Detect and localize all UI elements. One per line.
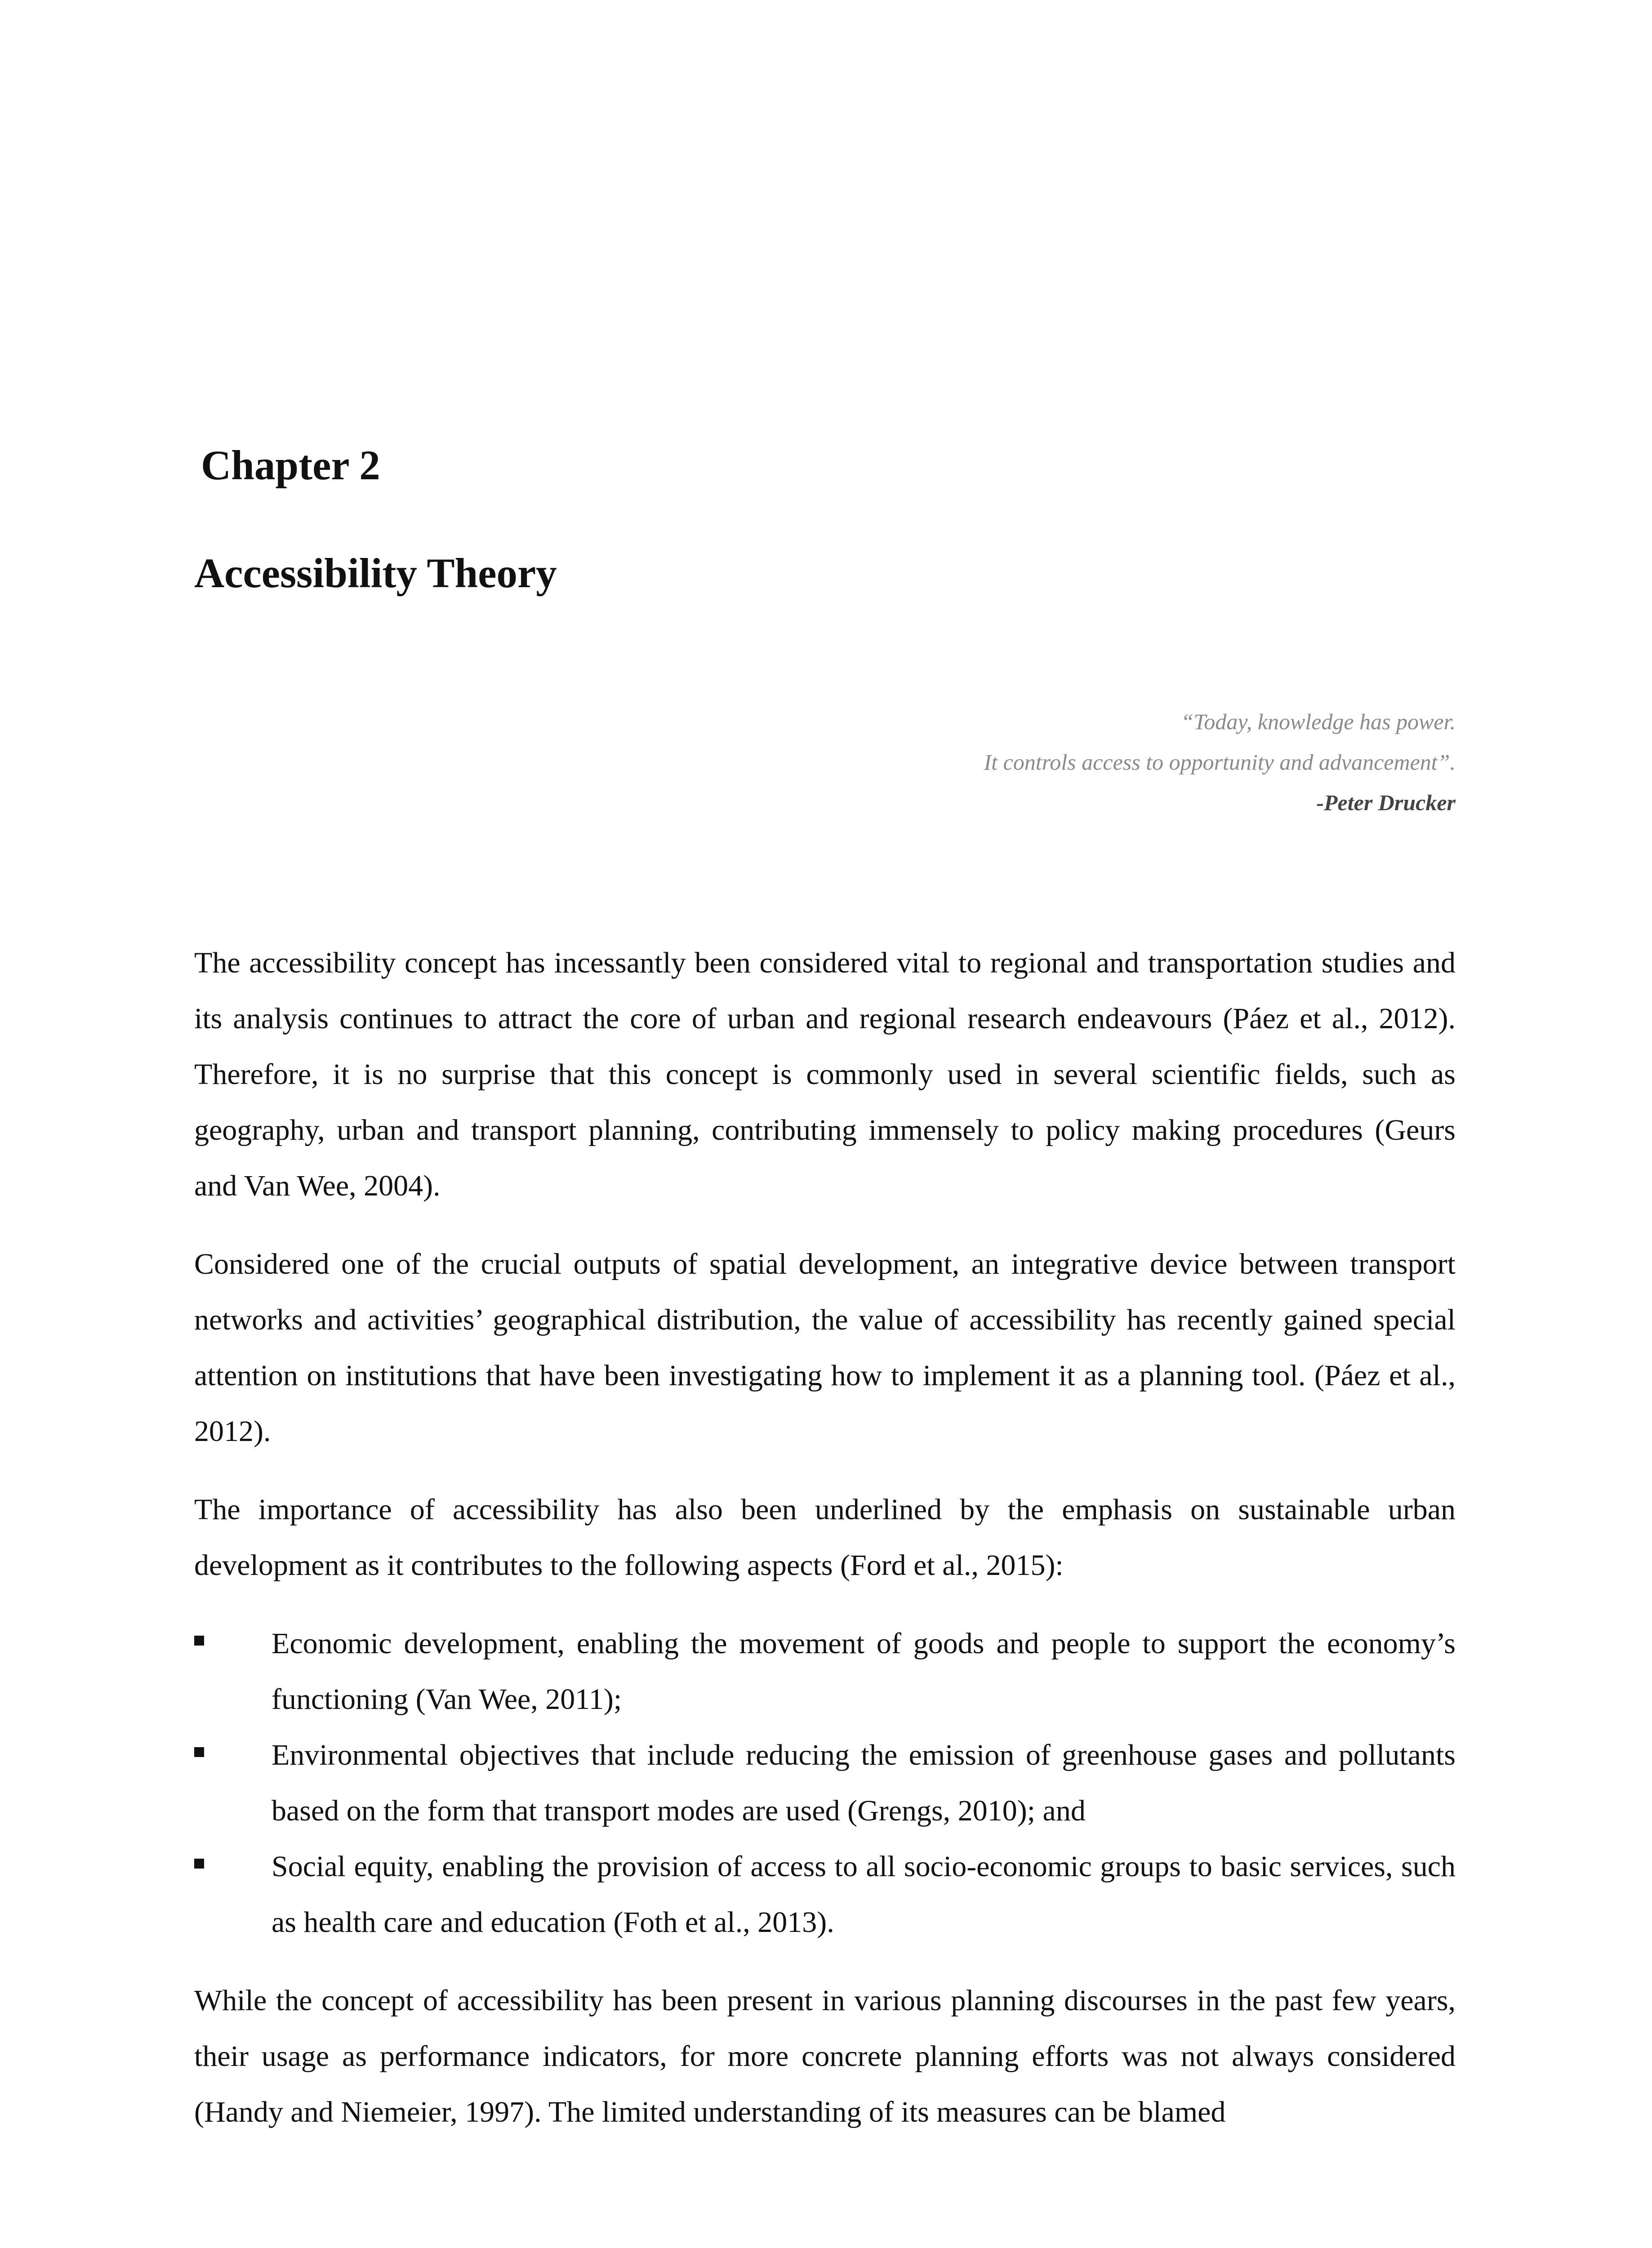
bullet-item xyxy=(194,1839,1456,1950)
square-bullet-icon xyxy=(194,1747,204,1757)
square-bullet-icon xyxy=(194,1636,204,1646)
epigraph xyxy=(984,701,1456,823)
bullet-text: Environmental objectives that include reducing the emission of greenhouse gases and pollutants based on the form that transport modes are used (Grengs, 2010); and xyxy=(272,1739,1456,1827)
chapter-title: Accessibility Theory xyxy=(194,550,557,597)
epigraph-line-2: It controls access to opportunity and advancement”. xyxy=(984,749,1456,775)
epigraph-line-1: “Today, knowledge has power. xyxy=(1181,709,1456,734)
square-bullet-icon xyxy=(194,1859,204,1869)
bullet-text: Social equity, enabling the provision of access to all socio-economic groups to basic services, such as health care and education (Foth et al., 2013). xyxy=(272,1850,1456,1939)
body-text xyxy=(194,935,1456,2163)
bullet-list xyxy=(194,1616,1456,1950)
closing-paragraph: While the concept of accessibility has been present in various planning discourses in the past few years, their usage as performance indicators, for more concrete planning efforts was not always considered (Handy and Niemeier, 1997). The limited understanding of its measures can be blamed xyxy=(194,1984,1456,2128)
paragraph: The importance of accessibility has also been underlined by the emphasis on sustainable urban development as it contributes to the following aspects (Ford et al., 2015): xyxy=(194,1493,1456,1582)
chapter-label: Chapter 2 xyxy=(201,442,380,489)
paragraph: The accessibility concept has incessantly been considered vital to regional and transportation studies and its analysis continues to attract the core of urban and regional research endeavours (Páez et al., 2012). Therefore, it is no surprise that this concept is commonly used in several scientific fields, such as geography, urban and transport planning, contributing immensely to policy making procedures (Geurs and Van Wee, 2004). xyxy=(194,946,1456,1202)
paragraph: Considered one of the crucial outputs of spatial development, an integrative device between transport networks and activities’ geographical distribution, the value of accessibility has recently gained special attention on institutions that have been investigating how to implement it as a planning tool. (Páez et al., 2012). xyxy=(194,1248,1456,1448)
bullet-item xyxy=(194,1727,1456,1839)
epigraph-attribution: -Peter Drucker xyxy=(1316,790,1456,815)
bullet-text: Economic development, enabling the movement of goods and people to support the economy’s functioning (Van Wee, 2011); xyxy=(272,1627,1456,1716)
bullet-item xyxy=(194,1616,1456,1727)
